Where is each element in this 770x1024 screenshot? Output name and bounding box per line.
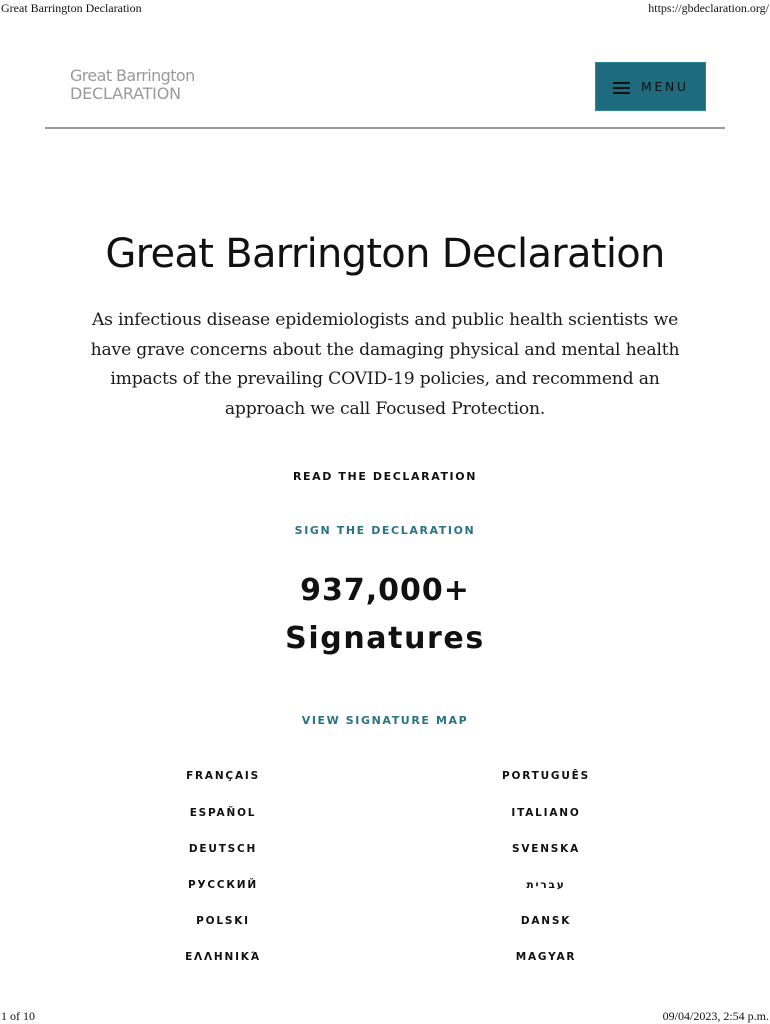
hamburger-icon: [613, 82, 630, 94]
language-link-deutsch[interactable]: DEUTSCH: [188, 843, 258, 855]
menu-label: MENU: [641, 79, 689, 94]
print-footer: [0, 1008, 770, 1024]
language-link-greek[interactable]: ΕΛΛΗΝΙΚΆ: [185, 951, 261, 963]
menu-button[interactable]: [595, 62, 706, 111]
header-divider: [45, 127, 725, 129]
language-link-francais[interactable]: FRANÇAIS: [186, 770, 260, 782]
language-link-espanol[interactable]: ESPAÑOL: [189, 807, 257, 819]
page-title: Great Barrington Declaration: [105, 231, 665, 277]
language-link-portugues[interactable]: PORTUGUÊS: [501, 770, 590, 782]
read-declaration-link[interactable]: READ THE DECLARATION: [292, 470, 478, 483]
sign-declaration-link[interactable]: SIGN THE DECLARATION: [294, 524, 476, 537]
logo-line-2: DECLARATION: [70, 84, 181, 103]
intro-text: As infectious disease epidemiologists and public health scientists we have grave concerns about the damaging physical and mental health impacts of the prevailing COVID-19 policies, and recommend an approach we call Focused Protection.: [90, 310, 680, 419]
print-timestamp: 09/04/2023, 2:54 p.m.: [662, 1009, 769, 1023]
print-page-number: 1 of 10: [1, 1009, 35, 1023]
print-url: https://gbdeclaration.org/: [648, 1, 769, 15]
language-link-polski[interactable]: POLSKI: [196, 915, 250, 927]
language-link-italiano[interactable]: ITALIANO: [511, 807, 581, 819]
language-link-russian[interactable]: РУССКИЙ: [188, 879, 258, 891]
signature-label: Signatures: [285, 621, 485, 656]
language-link-svenska[interactable]: SVENSKA: [511, 843, 581, 855]
print-page-title: Great Barrington Declaration: [1, 1, 142, 15]
print-header: [0, 0, 770, 16]
signature-count: 937,000+: [300, 573, 470, 608]
logo-line-1: Great Barrington: [70, 66, 195, 85]
language-link-hebrew[interactable]: עברית: [526, 879, 566, 891]
site-logo[interactable]: [70, 68, 200, 102]
language-link-magyar[interactable]: MAGYAR: [515, 951, 577, 963]
view-signature-map-link[interactable]: VIEW SIGNATURE MAP: [301, 714, 469, 727]
language-link-dansk[interactable]: DANSK: [520, 915, 572, 927]
